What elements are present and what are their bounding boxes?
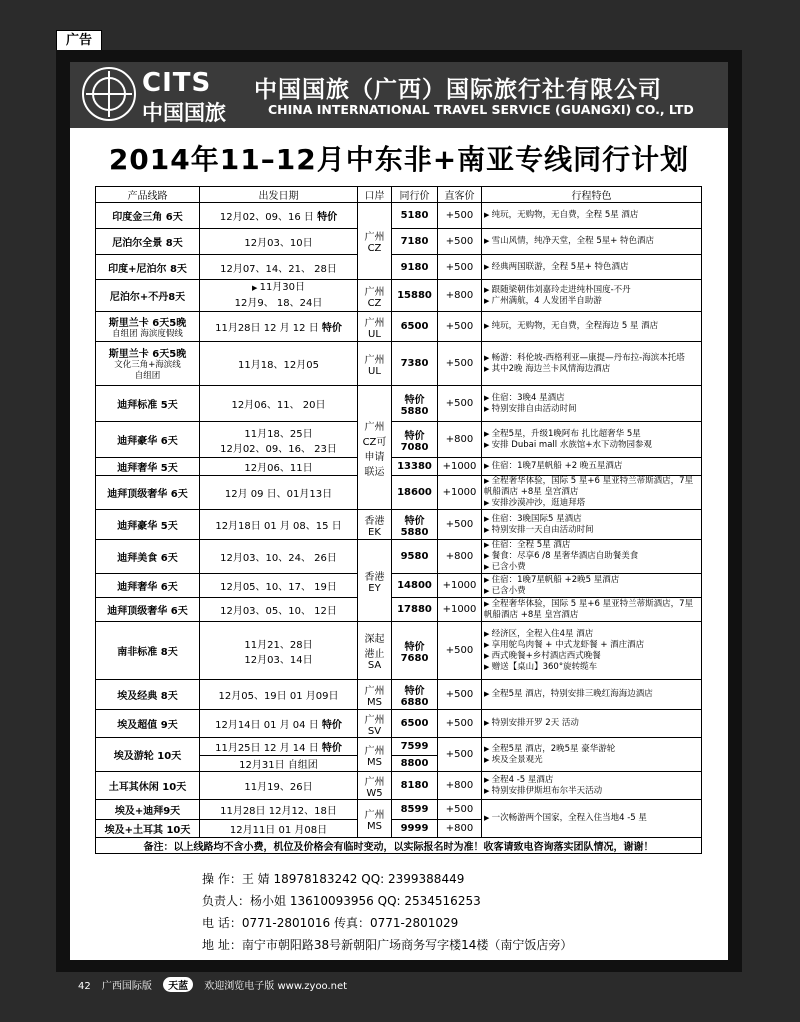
page-footer [78, 977, 355, 992]
feature-cell: ▶ 纯玩，无购物，无自费，全程 5星 酒店 [482, 203, 702, 229]
note-row [96, 838, 702, 854]
price-cell: 特价 7080 [392, 422, 438, 458]
date-cell: 12月06、11日 [200, 458, 358, 476]
cits-globe-logo-icon [82, 67, 136, 121]
date-cell: ▶ 11月30日 12月9、 18、24日 [200, 280, 358, 312]
table-row [96, 622, 702, 680]
direct-price-cell: +500 [438, 312, 482, 342]
direct-price-cell: +1000 [438, 598, 482, 622]
table-row [96, 574, 702, 598]
direct-price-cell: +800 [438, 820, 482, 838]
feature-cell: ▶ 全程5星 酒店，2晚5星 豪华游轮 ▶ 埃及全景观光 [482, 738, 702, 772]
date-cell: 12月05、19日 01 月09日 [200, 680, 358, 710]
date-cell: 11月21、28日 12月03、14日 [200, 622, 358, 680]
route-cell: 尼泊尔全景 8天 [96, 229, 200, 255]
port-cell: 广州 SV [358, 710, 392, 738]
route-cell: 斯里兰卡 6天5晚 自组团 海滨度假线 [96, 312, 200, 342]
port-cell: 广州 CZ [358, 203, 392, 280]
date-cell: 11月28日 12月12、18日 [200, 800, 358, 820]
price-cell: 7180 [392, 229, 438, 255]
direct-price-cell: +800 [438, 772, 482, 800]
price-cell: 特价 5880 [392, 386, 438, 422]
route-cell: 迪拜标准 5天 [96, 386, 200, 422]
direct-price-cell: +800 [438, 422, 482, 458]
route-cell: 尼泊尔+不丹8天 [96, 280, 200, 312]
direct-price-cell: +800 [438, 280, 482, 312]
price-cell: 13380 [392, 458, 438, 476]
feature-cell: ▶ 纯玩，无购物，无自费，全程海边 5 星 酒店 [482, 312, 702, 342]
feature-cell: ▶ 全程奢华体验，国际 5 星+6 星亚特兰蒂斯酒店，7星帆船酒店 +8星 皇宫酒店 ▶ 安排沙漠冲沙，逛迪拜塔 [482, 476, 702, 510]
price-cell: 8800 [392, 756, 438, 772]
date-cell: 11月25日 12 月 14 日 特价 [200, 738, 358, 756]
port-cell: 广州 UL [358, 312, 392, 342]
port-cell: 广州 MS [358, 680, 392, 710]
page-title: 2014年11–12月中东非+南亚专线同行计划 [108, 143, 690, 176]
date-cell: 12月18日 01 月 08、15 日 [200, 510, 358, 540]
route-cell: 埃及超值 9天 [96, 710, 200, 738]
col-header-date: 出发日期 [200, 187, 358, 203]
date-cell: 12月05、10、17、 19日 [200, 574, 358, 598]
table-row [96, 280, 702, 312]
table-row [96, 772, 702, 800]
feature-cell: ▶ 特别安排开罗 2天 活动 [482, 710, 702, 738]
price-cell: 8180 [392, 772, 438, 800]
route-cell: 印度金三角 6天 [96, 203, 200, 229]
feature-cell: ▶ 经典两国联游，全程 5星+ 特色酒店 [482, 255, 702, 280]
route-cell: 埃及游轮 10天 [96, 738, 200, 772]
route-cell: 南非标准 8天 [96, 622, 200, 680]
route-cell: 迪拜美食 6天 [96, 540, 200, 574]
contact-address: 地 址：南宁市朝阳路38号新朝阳广场商务写字楼14楼（南宁饭店旁） [202, 938, 573, 952]
price-cell: 特价 7680 [392, 622, 438, 680]
footer-url: 欢迎浏览电子版 www.zyoo.net [204, 981, 348, 992]
feature-cell: ▶ 全程奢华体验，国际 5 星+6 星亚特兰蒂斯酒店，7星帆船酒店 +8星 皇宫酒店 [482, 598, 702, 622]
company-header [70, 62, 728, 128]
direct-price-cell: +800 [438, 540, 482, 574]
table-row [96, 476, 702, 510]
price-cell: 6500 [392, 312, 438, 342]
direct-price-cell: +500 [438, 229, 482, 255]
table-row [96, 710, 702, 738]
feature-cell: ▶ 跟随梁朝伟刘嘉玲走进纯朴国度-不丹 ▶ 广州满航，4 人发团半自助游 [482, 280, 702, 312]
date-cell: 12月14日 01 月 04 日 特价 [200, 710, 358, 738]
route-cell: 迪拜奢华 6天 [96, 574, 200, 598]
port-cell: 广州 MS [358, 800, 392, 838]
logo-en: CITS [142, 68, 212, 98]
col-header-trade-price: 同行价 [392, 187, 438, 203]
price-cell: 6500 [392, 710, 438, 738]
price-cell: 7599 [392, 738, 438, 756]
table-row [96, 386, 702, 422]
page-number: 42 [78, 981, 91, 992]
date-cell: 12月31日 自组团 [200, 756, 358, 772]
feature-cell: ▶ 经济区，全程入住4星 酒店 ▶ 享用鸵鸟肉餐 + 中式龙虾餐 + 酒庄酒店 ▶ 西式晚餐+乡村酒店西式晚餐 ▶ 赠送【桌山】360°旋转缆车 [482, 622, 702, 680]
col-header-direct-price: 直客价 [438, 187, 482, 203]
direct-price-cell: +500 [438, 386, 482, 422]
price-cell: 9580 [392, 540, 438, 574]
direct-price-cell: +500 [438, 680, 482, 710]
date-cell: 11月18、25日 12月02、09、16、 23日 [200, 422, 358, 458]
direct-price-cell: +500 [438, 800, 482, 820]
port-cell: 广州 MS [358, 738, 392, 772]
contact-phone: 电 话：0771-2801016 传真：0771-2801029 [202, 916, 459, 930]
date-cell: 11月18、12月05 [200, 342, 358, 386]
company-name-cn: 中国国旅（广西）国际旅行社有限公司 [254, 77, 662, 103]
table-row [96, 680, 702, 710]
feature-cell: ▶ 一次畅游两个国家，全程入住当地4 -5 星 [482, 800, 702, 838]
feature-cell: ▶ 畅游：科伦坡-西格利亚—康提—丹布拉-海滨本托塔 ▶ 其中2晚 海边兰卡风情海边酒店 [482, 342, 702, 386]
route-cell: 埃及+土耳其 10天 [96, 820, 200, 838]
port-cell: 深起港止 SA [358, 622, 392, 680]
direct-price-cell: +1000 [438, 476, 482, 510]
direct-price-cell: +500 [438, 510, 482, 540]
port-cell: 广州 CZ [358, 280, 392, 312]
date-cell: 12月07、14、21、 28日 [200, 255, 358, 280]
feature-cell: ▶ 全程5星 酒店，特别安排三晚红海海边酒店 [482, 680, 702, 710]
table-header-row [96, 187, 702, 203]
tour-plan-table [95, 186, 702, 854]
date-cell: 12月02、09、16 日 特价 [200, 203, 358, 229]
tianlan-badge: 天蓝 [163, 977, 193, 992]
route-cell: 迪拜奢华 5天 [96, 458, 200, 476]
company-name-en: CHINA INTERNATIONAL TRAVEL SERVICE (GUANGXI) CO., LTD [268, 102, 694, 117]
route-cell: 印度+尼泊尔 8天 [96, 255, 200, 280]
table-note: 备注：以上线路均不含小费，机位及价格会有临时变动，以实际报名时为准！收客请致电咨询落实团队情况，谢谢！ [96, 838, 702, 854]
feature-cell: ▶ 雪山风情，纯净天堂，全程 5星+ 特色酒店 [482, 229, 702, 255]
direct-price-cell: +500 [438, 255, 482, 280]
col-header-route: 产品线路 [96, 187, 200, 203]
magazine-name: 广西国际版 [101, 981, 152, 992]
price-cell: 18600 [392, 476, 438, 510]
price-cell: 9999 [392, 820, 438, 838]
feature-cell: ▶ 全程5星，升级1晚阿布 扎比超奢华 5星 ▶ 安排 Dubai mall 水族馆+水下动物园参观 [482, 422, 702, 458]
feature-cell: ▶ 住宿：1晚7星帆船 +2 晚五星酒店 [482, 458, 702, 476]
price-cell: 14800 [392, 574, 438, 598]
table-row [96, 203, 702, 229]
price-cell: 17880 [392, 598, 438, 622]
direct-price-cell: +1000 [438, 574, 482, 598]
price-cell: 5180 [392, 203, 438, 229]
contact-block [202, 868, 572, 956]
table-row [96, 342, 702, 386]
logo-cn: 中国国旅 [142, 101, 226, 125]
direct-price-cell: +500 [438, 203, 482, 229]
table-row [96, 458, 702, 476]
port-cell: 香港 EY [358, 540, 392, 622]
contact-manager: 负责人：杨小姐 13610093956 QQ: 2534516253 [202, 894, 481, 908]
table-row [96, 598, 702, 622]
feature-cell: ▶ 全程4 -5 星酒店 ▶ 特别安排伊斯坦布尔半天活动 [482, 772, 702, 800]
table-row [96, 255, 702, 280]
ad-page [70, 62, 728, 960]
date-cell: 12月03、05、10、 12日 [200, 598, 358, 622]
feature-cell: ▶ 住宿：1晚7星帆船 +2晚5 星酒店 ▶ 已含小费 [482, 574, 702, 598]
port-cell: 广州 UL [358, 342, 392, 386]
price-cell: 特价 5880 [392, 510, 438, 540]
col-header-port: 口岸 [358, 187, 392, 203]
col-header-features: 行程特色 [482, 187, 702, 203]
feature-cell: ▶ 住宿：3晚国际5 星酒店 ▶ 特别安排一天自由活动时间 [482, 510, 702, 540]
table-row [96, 510, 702, 540]
date-cell: 12月11日 01 月08日 [200, 820, 358, 838]
table-row [96, 540, 702, 574]
route-cell: 埃及+迪拜9天 [96, 800, 200, 820]
table-row [96, 738, 702, 756]
price-cell: 特价 6880 [392, 680, 438, 710]
port-cell: 广州 W5 [358, 772, 392, 800]
route-cell: 土耳其休闲 10天 [96, 772, 200, 800]
contact-operator: 操 作：王 婧 18978183242 QQ: 2399388449 [202, 872, 465, 886]
date-cell: 12月06、11、 20日 [200, 386, 358, 422]
top-bar [0, 0, 800, 48]
route-cell: 迪拜豪华 5天 [96, 510, 200, 540]
table-row [96, 422, 702, 458]
price-cell: 9180 [392, 255, 438, 280]
direct-price-cell: +500 [438, 342, 482, 386]
feature-cell: ▶ 住宿：全程 5星 酒店 ▶ 餐食：尽享6 /8 星奢华酒店自助餐美食 ▶ 已含小费 [482, 540, 702, 574]
price-cell: 7380 [392, 342, 438, 386]
route-cell: 埃及经典 8天 [96, 680, 200, 710]
direct-price-cell: +500 [438, 710, 482, 738]
date-cell: 11月28日 12 月 12 日 特价 [200, 312, 358, 342]
route-cell: 迪拜顶级奢华 6天 [96, 598, 200, 622]
table-row [96, 229, 702, 255]
route-cell: 迪拜顶级奢华 6天 [96, 476, 200, 510]
route-cell: 斯里兰卡 6天5晚 文化三角+海滨线 自组团 [96, 342, 200, 386]
table-row [96, 312, 702, 342]
direct-price-cell: +500 [438, 622, 482, 680]
route-cell: 迪拜豪华 6天 [96, 422, 200, 458]
port-cell: 香港 EK [358, 510, 392, 540]
date-cell: 12月03、10日 [200, 229, 358, 255]
price-cell: 15880 [392, 280, 438, 312]
direct-price-cell: +1000 [438, 458, 482, 476]
date-cell: 11月19、26日 [200, 772, 358, 800]
date-cell: 12月 09 日、01月13日 [200, 476, 358, 510]
direct-price-cell: +500 [438, 738, 482, 772]
ad-tag: 广告 [56, 30, 102, 52]
feature-cell: ▶ 住宿：3晚4 星酒店 ▶ 特别安排自由活动时间 [482, 386, 702, 422]
port-cell: 广州 CZ可申请联运 [358, 386, 392, 510]
date-cell: 12月03、10、24、 26日 [200, 540, 358, 574]
table-row [96, 800, 702, 820]
price-cell: 8599 [392, 800, 438, 820]
